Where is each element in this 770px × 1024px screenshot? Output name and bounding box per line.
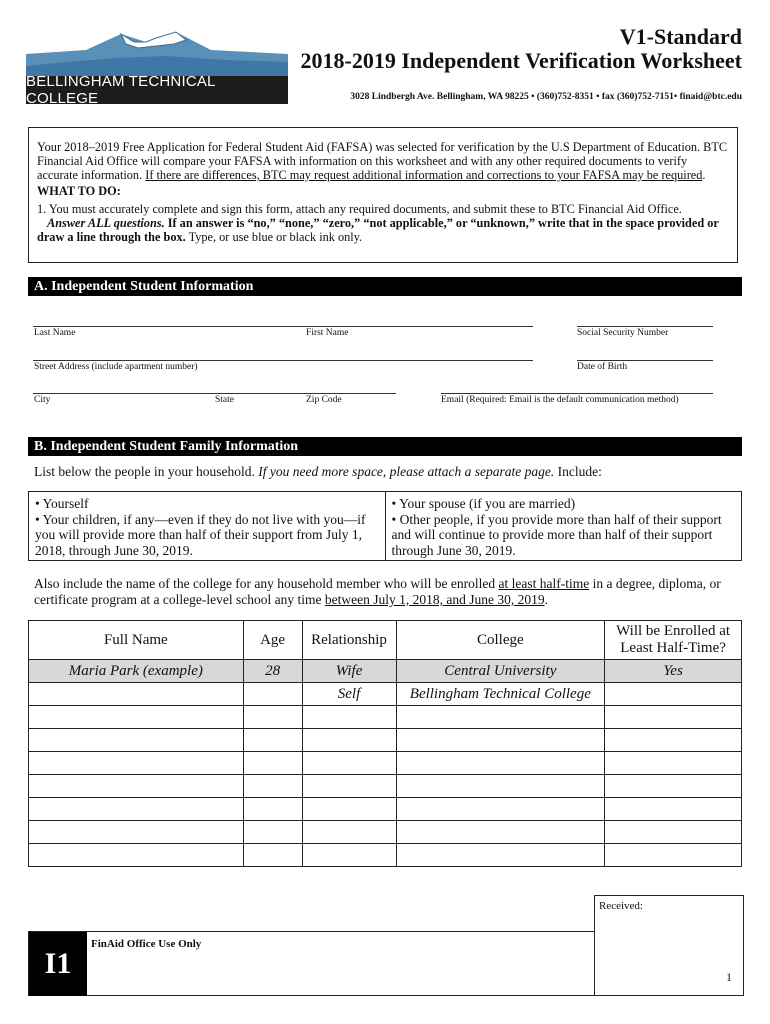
col-enrolled-half-time: Will be Enrolled at Least Half-Time?	[605, 621, 742, 660]
ssn-field-line[interactable]	[577, 326, 713, 327]
received-box	[594, 895, 744, 996]
cell-full-name[interactable]	[29, 798, 244, 821]
col-full-name: Full Name	[29, 621, 244, 660]
intro-box	[28, 127, 738, 263]
table-row	[29, 798, 742, 821]
cell-relationship[interactable]	[302, 844, 396, 867]
step-1	[37, 202, 729, 244]
step-1-end: Type, or use blue or black ink only.	[185, 230, 363, 244]
cell-full-name[interactable]	[29, 706, 244, 729]
cell-enrolled[interactable]	[605, 752, 742, 775]
street-field-line[interactable]	[33, 360, 533, 361]
name-field-line[interactable]	[33, 326, 533, 327]
cell-full-name[interactable]	[29, 821, 244, 844]
household-instruction-include: Include:	[554, 464, 602, 479]
cell-enrolled[interactable]	[605, 683, 742, 706]
include-spouse: • Your spouse (if you are married)	[391, 496, 576, 511]
college-note-dates: between July 1, 2018, and June 30, 2019	[324, 592, 545, 607]
form-code: V1-Standard	[619, 24, 742, 49]
cell-college[interactable]	[396, 706, 605, 729]
cell-full-name: Maria Park (example)	[29, 660, 244, 683]
household-instruction-text: List below the people in your household.	[34, 464, 255, 479]
ssn-label: Social Security Number	[577, 328, 669, 338]
step-1-answer-all: Answer ALL questions.	[47, 216, 165, 230]
state-label: State	[215, 395, 234, 405]
include-yourself: • Yourself	[35, 496, 89, 511]
dob-label: Date of Birth	[577, 362, 628, 372]
col-relationship: Relationship	[302, 621, 396, 660]
cell-college[interactable]	[396, 821, 605, 844]
email-field-line[interactable]	[441, 393, 713, 394]
table-row	[29, 706, 742, 729]
cell-full-name[interactable]	[29, 752, 244, 775]
col-age: Age	[243, 621, 302, 660]
cell-college[interactable]	[396, 752, 605, 775]
zip-label: Zip Code	[306, 395, 342, 405]
cell-relationship[interactable]	[302, 752, 396, 775]
table-row	[29, 683, 742, 706]
cell-age[interactable]	[243, 683, 302, 706]
first-name-label: First Name	[306, 328, 349, 338]
cell-college[interactable]	[396, 844, 605, 867]
cell-full-name[interactable]	[29, 729, 244, 752]
cell-relationship[interactable]	[302, 706, 396, 729]
section-a-header: A. Independent Student Information	[28, 277, 742, 296]
cell-college[interactable]	[396, 775, 605, 798]
page-number: 1	[726, 970, 732, 984]
step-1-bold: If an answer is “no,” “none,” “zero,” “not applicable,” or “unknown,” write that in the space provided or draw a line through the box.	[37, 216, 719, 244]
include-left-column	[29, 492, 385, 560]
table-row	[29, 752, 742, 775]
office-code: I1	[29, 932, 87, 996]
cell-college[interactable]: Bellingham Technical College	[396, 683, 605, 706]
cell-age: 28	[243, 660, 302, 683]
cell-full-name[interactable]	[29, 683, 244, 706]
cell-enrolled[interactable]	[605, 798, 742, 821]
household-table	[28, 620, 742, 867]
office-address: 3028 Lindbergh Ave. Bellingham, WA 98225 • (360)752-8351 • fax (360)752-7151• finaid@btc.edu	[350, 92, 742, 102]
cell-age[interactable]	[243, 706, 302, 729]
college-note	[34, 576, 740, 608]
cell-relationship[interactable]	[302, 821, 396, 844]
table-row	[29, 729, 742, 752]
col-college: College	[396, 621, 605, 660]
cell-full-name[interactable]	[29, 844, 244, 867]
city-label: City	[34, 395, 51, 405]
household-table-body	[29, 660, 742, 867]
household-instruction-italic: If you need more space, please attach a separate page.	[258, 464, 555, 479]
cell-enrolled[interactable]	[605, 706, 742, 729]
form-title: 2018-2019 Independent Verification Worksheet	[300, 48, 742, 73]
table-row	[29, 844, 742, 867]
office-use-box	[28, 931, 594, 996]
college-name: BELLINGHAM TECHNICAL COLLEGE	[26, 76, 288, 104]
cell-age[interactable]	[243, 844, 302, 867]
received-label: Received:	[599, 900, 643, 912]
include-right-column	[385, 492, 742, 560]
intro-text: Your 2018–2019 Free Application for Federal Student Aid (FAFSA) was selected for verification by the U.S Department of Education. BTC Financial Aid Office will compare your FAFSA with information on this worksheet and with any other required documents to verify accurate information.	[37, 140, 728, 182]
cell-age[interactable]	[243, 798, 302, 821]
section-b-header: B. Independent Student Family Information	[28, 437, 742, 456]
city-state-zip-field-line[interactable]	[33, 393, 396, 394]
household-instruction	[34, 464, 602, 480]
include-box	[28, 491, 742, 561]
cell-enrolled[interactable]	[605, 821, 742, 844]
cell-age[interactable]	[243, 729, 302, 752]
cell-relationship[interactable]	[302, 798, 396, 821]
cell-age[interactable]	[243, 775, 302, 798]
cell-college: Central University	[396, 660, 605, 683]
step-1-text: 1. You must accurately complete and sign this form, attach any required documents, and submit these to BTC Financial Aid Office.	[37, 202, 682, 216]
include-other-people: • Other people, if you provide more than half of their support and will continue to provide more than half of their support through June 30, 2019.	[391, 511, 722, 558]
last-name-label: Last Name	[34, 328, 76, 338]
cell-enrolled[interactable]	[605, 729, 742, 752]
email-label: Email (Required: Email is the default communication method)	[441, 395, 679, 405]
cell-relationship[interactable]	[302, 729, 396, 752]
cell-enrolled: Yes	[605, 660, 742, 683]
mountain-logo-icon	[26, 28, 288, 78]
cell-college[interactable]	[396, 798, 605, 821]
table-header-row	[29, 621, 742, 660]
cell-enrolled[interactable]	[605, 844, 742, 867]
cell-age[interactable]	[243, 752, 302, 775]
intro-paragraph	[37, 140, 729, 182]
college-note-text-2: in a degree, diploma, or certificate program at a college-level school any time	[34, 576, 721, 607]
office-use-label: FinAid Office Use Only	[91, 938, 202, 950]
college-note-text-1: Also include the name of the college for any household member who will be enrolled	[34, 576, 499, 591]
college-note-half-time: at least half-time	[498, 576, 590, 591]
college-note-period: .	[544, 592, 548, 607]
cell-college[interactable]	[396, 729, 605, 752]
intro-period: .	[702, 168, 706, 182]
include-children: • Your children, if any—even if they do not live with you—if you will provide more than half of their support from July 1, 2018, through June 30, 2019.	[35, 511, 366, 558]
dob-field-line[interactable]	[577, 360, 713, 361]
cell-full-name[interactable]	[29, 775, 244, 798]
example-row	[29, 660, 742, 683]
cell-age[interactable]	[243, 821, 302, 844]
intro-underlined-text: If there are differences, BTC may request additional information and corrections to your FAFSA may be required	[145, 168, 703, 182]
street-label: Street Address (include apartment number)	[34, 362, 198, 372]
cell-relationship[interactable]	[302, 775, 396, 798]
table-row	[29, 775, 742, 798]
cell-relationship[interactable]: Self	[302, 683, 396, 706]
cell-enrolled[interactable]	[605, 775, 742, 798]
college-logo	[26, 28, 288, 107]
table-row	[29, 821, 742, 844]
cell-relationship: Wife	[302, 660, 396, 683]
what-to-do-heading: WHAT TO DO:	[37, 184, 121, 198]
